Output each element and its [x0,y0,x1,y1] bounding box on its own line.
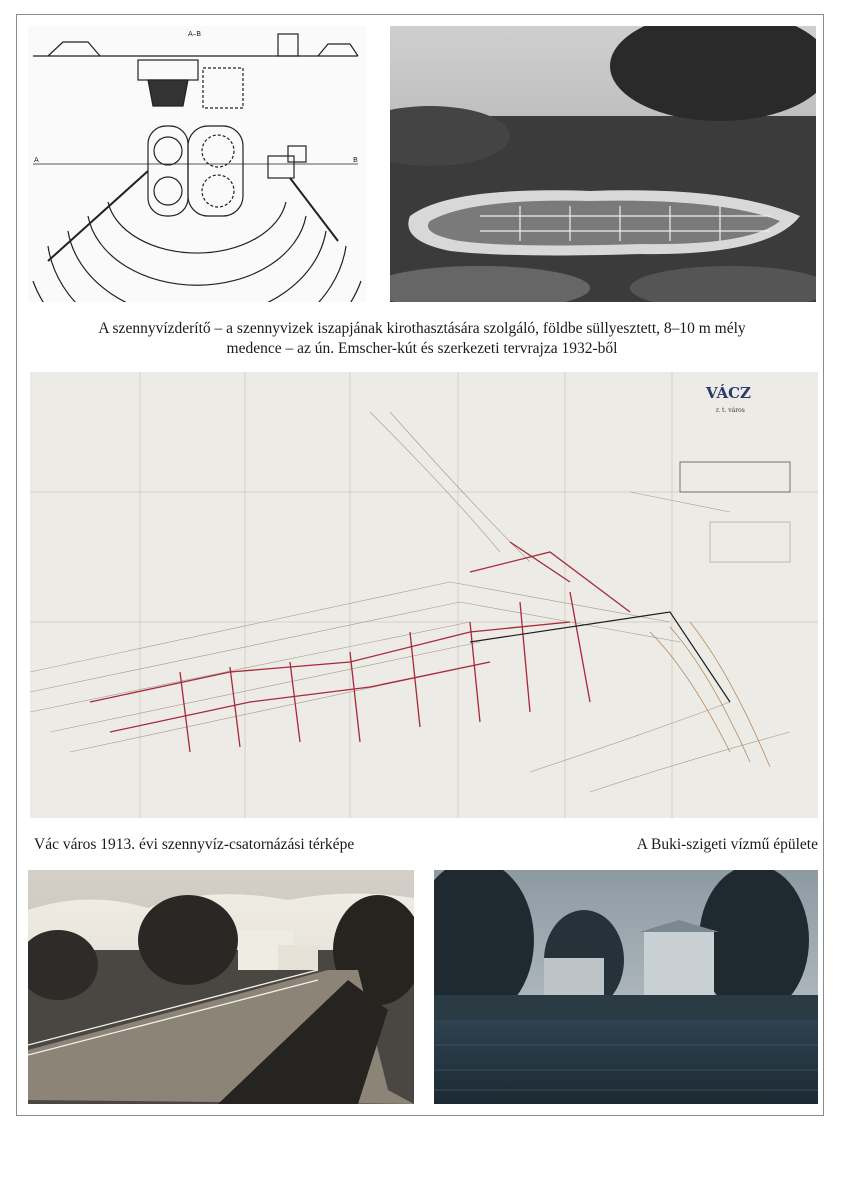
point-a-label: A [34,156,39,164]
emscher-well-technical-drawing [28,26,366,302]
caption-waterworks: A Buki-szigeti vízmű épülete [636,836,818,853]
map-subtitle: r. t. város [716,407,745,414]
caption-emscher-line2: medence – az ún. Emscher-kút és szerkezeti tervrajza 1932-ből [226,340,618,357]
waterworks-river-photo [434,870,818,1104]
caption-emscher-line1: A szennyvízderítő – a szennyvizek iszapjának kirothasztására szolgáló, földbe süllyesztett, 8–10 m mély [98,320,746,337]
section-label: A–B [188,30,202,38]
vac-sewer-map-1913 [30,372,818,818]
point-b-label: B [353,156,358,164]
emscher-well-photo [390,26,816,302]
map-title: VÁCZ [706,384,751,402]
waterworks-dam-photo [28,870,414,1104]
caption-map: Vác város 1913. évi szennyvíz-csatornázási térképe [34,836,355,853]
